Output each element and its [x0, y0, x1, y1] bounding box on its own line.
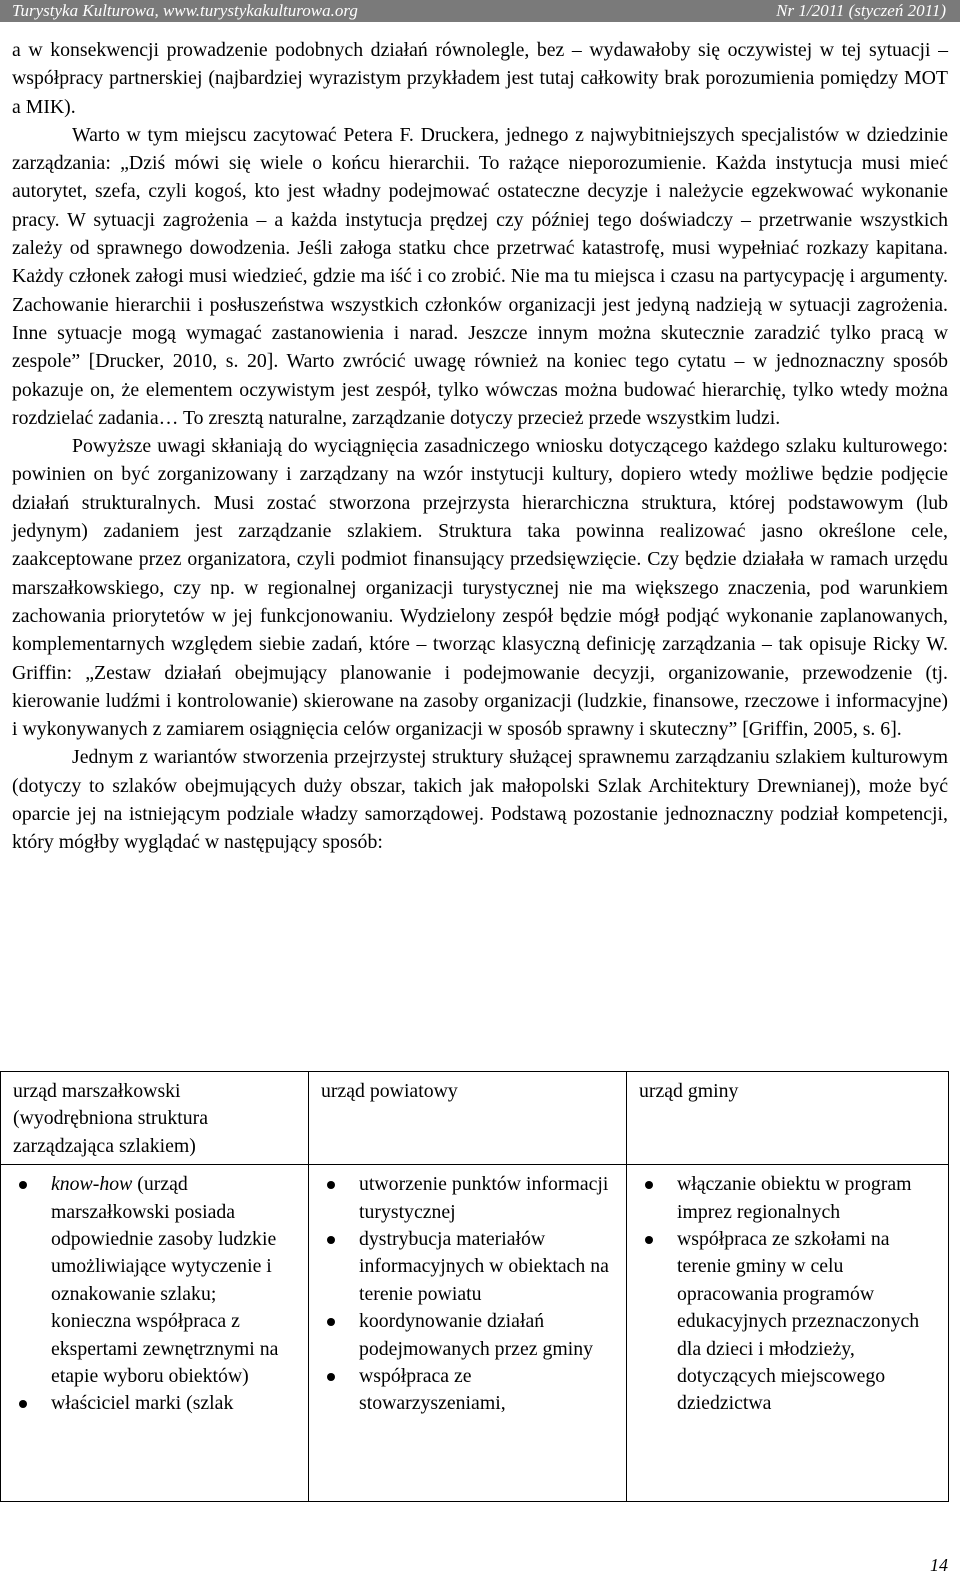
competence-table [0, 1071, 949, 1502]
bullet-icon [645, 1181, 653, 1189]
paragraph: Jednym z wariantów stworzenia przejrzystej struktury służącej sprawnemu zarządzaniu szlakiem kulturowym (dotyczy to szlaków obejmujących duży obszar, takich jak małopolski Szlak Architektury Drewnianej), może być oparcie jej na istniejącym podziale władzy samorządowej. Podstawą pozostanie jednoznaczny podział kompetencji, który mógłby wyglądać w następujący sposób: [12, 746, 948, 854]
header-cell-municipal-office: urząd gminy [627, 1072, 949, 1165]
county-office-tasks [309, 1165, 627, 1502]
bullet-icon [327, 1236, 335, 1244]
table-header-row [1, 1072, 949, 1165]
bullet-icon [327, 1181, 335, 1189]
running-header [0, 0, 960, 22]
list-item-text: dystrybucja materiałów informacyjnych w obiektach na terenie powiatu [359, 1228, 609, 1305]
paragraph: Warto w tym miejscu zacytować Petera F. Druckera, jednego z najwybitniejszych specjalistów w dziedzinie zarządzania: „Dziś mówi się wiele o końcu hierarchii. To rażące nieporozumienie. Każda instytucja musi mieć autorytet, szefa, czyli kogoś, kto jest władny podejmować ostateczne decyzje i należycie egzekwować wykonanie pracy. W sytuacji zagrożenia – a każda instytucja prędzej czy później tego doświadczy – przetrwanie wszystkich zależy od sprawnego dowodzenia. Jeśli załoga statku chce przetrwać katastrofę, musi wypełniać rozkazy kapitana. Każdy członek załogi musi wiedzieć, gdzie ma iść i co zrobić. Nie ma tu miejsca i czasu na partycypację i argumenty. Zachowanie hierarchii i posłuszeństwa wszystkich członków organizacji jest jedyną nadzieją w sytuacji zagrożenia. Inne sytuacje mogą wymagać zastanowienia i narad. Jeszcze innym można skutecznie zaradzić tylko pracą w zespole” [Drucker, 2010, s. 20]. Warto zwrócić uwagę również na koniec tego cytatu – w jednoznaczny sposób pokazuje on, że elementem oczywistym jest zespół, tylko wówczas można budować hierarchię, tylko wtedy można rozdzielać zadania… To zresztą naturalne, zarządzanie dotyczy przecież przede wszystkim ludzi. [12, 123, 948, 429]
paragraph: Powyższe uwagi skłaniają do wyciągnięcia zasadniczego wniosku dotyczącego każdego szlaku kulturowego: powinien on być zorganizowany i zarządzany na wzór instytucji kultury, dopiero wtedy możliwe będzie podjęcie działań strukturalnych. Musi zostać stworzona przejrzysta hierarchiczna struktura, której podstawowym (lub jedynym) zadaniem jest zarządzanie szlakiem. Struktura taka powinna realizować jasno określone cele, zaakceptowane przez organizatora, czyli podmiot finansujący przedsięwzięcie. Czy będzie działała w ramach urzędu marszałkowskiego, czy np. w regionalnej organizacji turystycznej nie ma większego znaczenia, pod warunkiem zachowania priorytetów w jej funkcjonowaniu. Wydzielony zespół będzie mógł podjąć wykonanie zaplanowanych, komplementarnych względem siebie zadań, które – tworząc klasyczną definicję zarządzania – tak opisuje Ricky W. Griffin: „Zestaw działań obejmujący planowanie i podejmowanie decyzji, organizowanie, przewodzenie (tj. kierowanie ludźmi i kontrolowanie) skierowane na zasoby organizacji (ludzkie, finansowe, rzeczowe i informacyjne) i wykonywanych z zamiarem osiągnięcia celów organizacji w sposób sprawny i skuteczny” [Griffin, 2005, s. 6]. [12, 435, 948, 741]
page-number: 14 [930, 1555, 948, 1575]
bullet-icon [327, 1373, 335, 1381]
paragraph: a w konsekwencji prowadzenie podobnych działań równolegle, bez – wydawałoby się oczywistej w tej sytuacji – współpracy partnerskiej (najbardziej wyrazistym przykładem jest tutaj całkowity brak porozumienia pomiędzy MOT a MIK). [12, 39, 948, 118]
header-cell-marshal-office: urząd marszałkowski (wyodrębniona struktura zarządzająca szlakiem) [1, 1072, 309, 1165]
article-body [12, 36, 948, 857]
marshal-office-tasks [1, 1165, 309, 1502]
list-item-text: współpraca ze szkołami na terenie gminy w celu opracowania programów edukacyjnych przeznaczonych dla dzieci i młodzieży, dotyczących miejscowego dziedzictwa [677, 1228, 920, 1415]
list-item [321, 1308, 618, 1363]
bullet-icon [19, 1181, 27, 1189]
bullet-icon [327, 1318, 335, 1326]
list-item [13, 1390, 300, 1417]
journal-title: Turystyka Kulturowa, www.turystykakulturowa.org [12, 1, 358, 20]
bullet-icon [19, 1400, 27, 1408]
bullet-icon [645, 1236, 653, 1244]
list-item-text: utworzenie punktów informacji turystycznej [359, 1173, 609, 1223]
list-item-text: właściciel marki (szlak [51, 1392, 234, 1415]
municipal-office-tasks [627, 1165, 949, 1502]
list-item [13, 1171, 300, 1390]
list-item-text: (urząd marszałkowski posiada odpowiednie zasoby ludzkie umożliwiające wytyczenie i oznakowanie szlaku; konieczna współpraca z ekspertami zewnętrznymi na etapie wyboru obiektów) [51, 1173, 279, 1388]
table-row [1, 1165, 949, 1502]
list-item [321, 1171, 618, 1226]
list-item [639, 1171, 940, 1226]
header-cell-county-office: urząd powiatowy [309, 1072, 627, 1165]
list-item-text: włączanie obiektu w program imprez regionalnych [677, 1173, 912, 1223]
list-item-text: koordynowanie działań podejmowanych przez gminy [359, 1310, 594, 1360]
know-how-term: know-how [51, 1173, 133, 1196]
list-item [639, 1226, 940, 1418]
issue-number: Nr 1/2011 (styczeń 2011) [776, 1, 946, 20]
list-item [321, 1226, 618, 1308]
list-item-text: współpraca ze stowarzyszeniami, [359, 1365, 506, 1415]
list-item [321, 1363, 618, 1418]
